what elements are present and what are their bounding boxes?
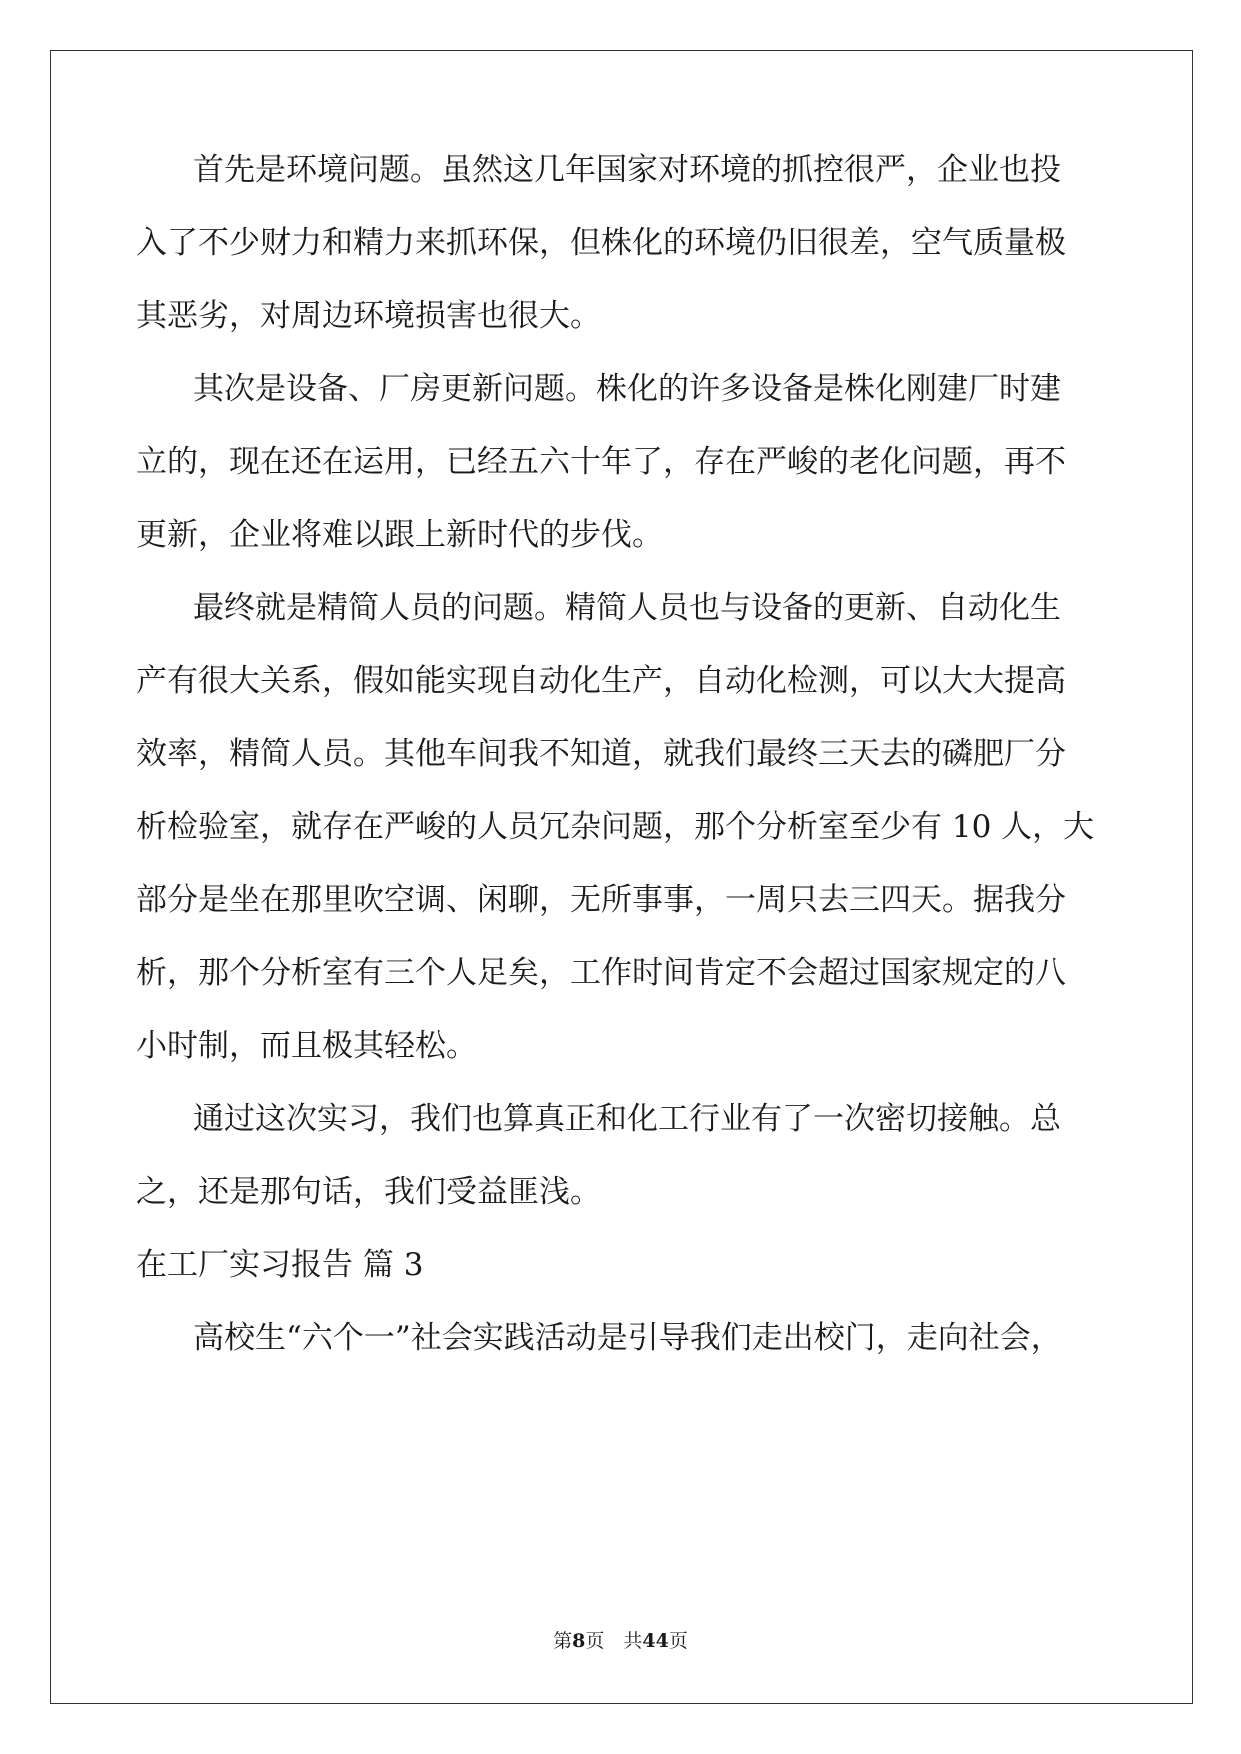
paragraph-line: 之，还是那句话，我们受益匪浅。 bbox=[136, 1174, 601, 1210]
paragraph-line: 入了不少财力和精力来抓环保，但株化的环境仍旧很差，空气质量极 bbox=[136, 225, 1066, 261]
paragraph-line: 高校生“六个一”社会实践活动是引导我们走出校门，走向社会， bbox=[193, 1320, 1062, 1356]
footer-page-suffix: 页 bbox=[668, 1630, 688, 1652]
paragraph-line: 更新，企业将难以跟上新时代的步伐。 bbox=[136, 517, 663, 553]
section-heading: 在工厂实习报告 篇 3 bbox=[136, 1247, 424, 1283]
paragraph-line: 立的，现在还在运用，已经五六十年了，存在严峻的老化问题，再不 bbox=[136, 444, 1066, 480]
paragraph-line: 产有很大关系，假如能实现自动化生产，自动化检测，可以大大提高 bbox=[136, 663, 1066, 699]
paragraph-line: 其次是设备、厂房更新问题。株化的许多设备是株化刚建厂时建 bbox=[193, 371, 1061, 407]
paragraph-line: 部分是坐在那里吹空调、闲聊，无所事事，一周只去三四天。据我分 bbox=[136, 882, 1066, 918]
footer-page-prefix: 第 bbox=[553, 1630, 573, 1652]
paragraph-line: 效率，精简人员。其他车间我不知道，就我们最终三天去的磷肥厂分 bbox=[136, 736, 1066, 772]
paragraph-line: 首先是环境问题。虽然这几年国家对环境的抓控很严，企业也投 bbox=[193, 152, 1061, 188]
page-footer bbox=[0, 1626, 1241, 1653]
paragraph-line: 其恶劣，对周边环境损害也很大。 bbox=[136, 298, 601, 334]
paragraph-line: 析，那个分析室有三个人足矣，工作时间肯定不会超过国家规定的八 bbox=[136, 955, 1066, 991]
footer-total-pages: 44 bbox=[642, 1630, 669, 1652]
paragraph-line: 最终就是精简人员的问题。精简人员也与设备的更新、自动化生 bbox=[193, 590, 1061, 626]
paragraph-line: 小时制，而且极其轻松。 bbox=[136, 1028, 477, 1064]
footer-page-mid: 页 共 bbox=[585, 1630, 643, 1652]
paragraph-line: 通过这次实习，我们也算真正和化工行业有了一次密切接触。总 bbox=[193, 1101, 1061, 1137]
footer-page-number: 8 bbox=[572, 1630, 586, 1652]
paragraph-line: 析检验室，就存在严峻的人员冗杂问题，那个分析室至少有 10 人，大 bbox=[136, 809, 1095, 845]
